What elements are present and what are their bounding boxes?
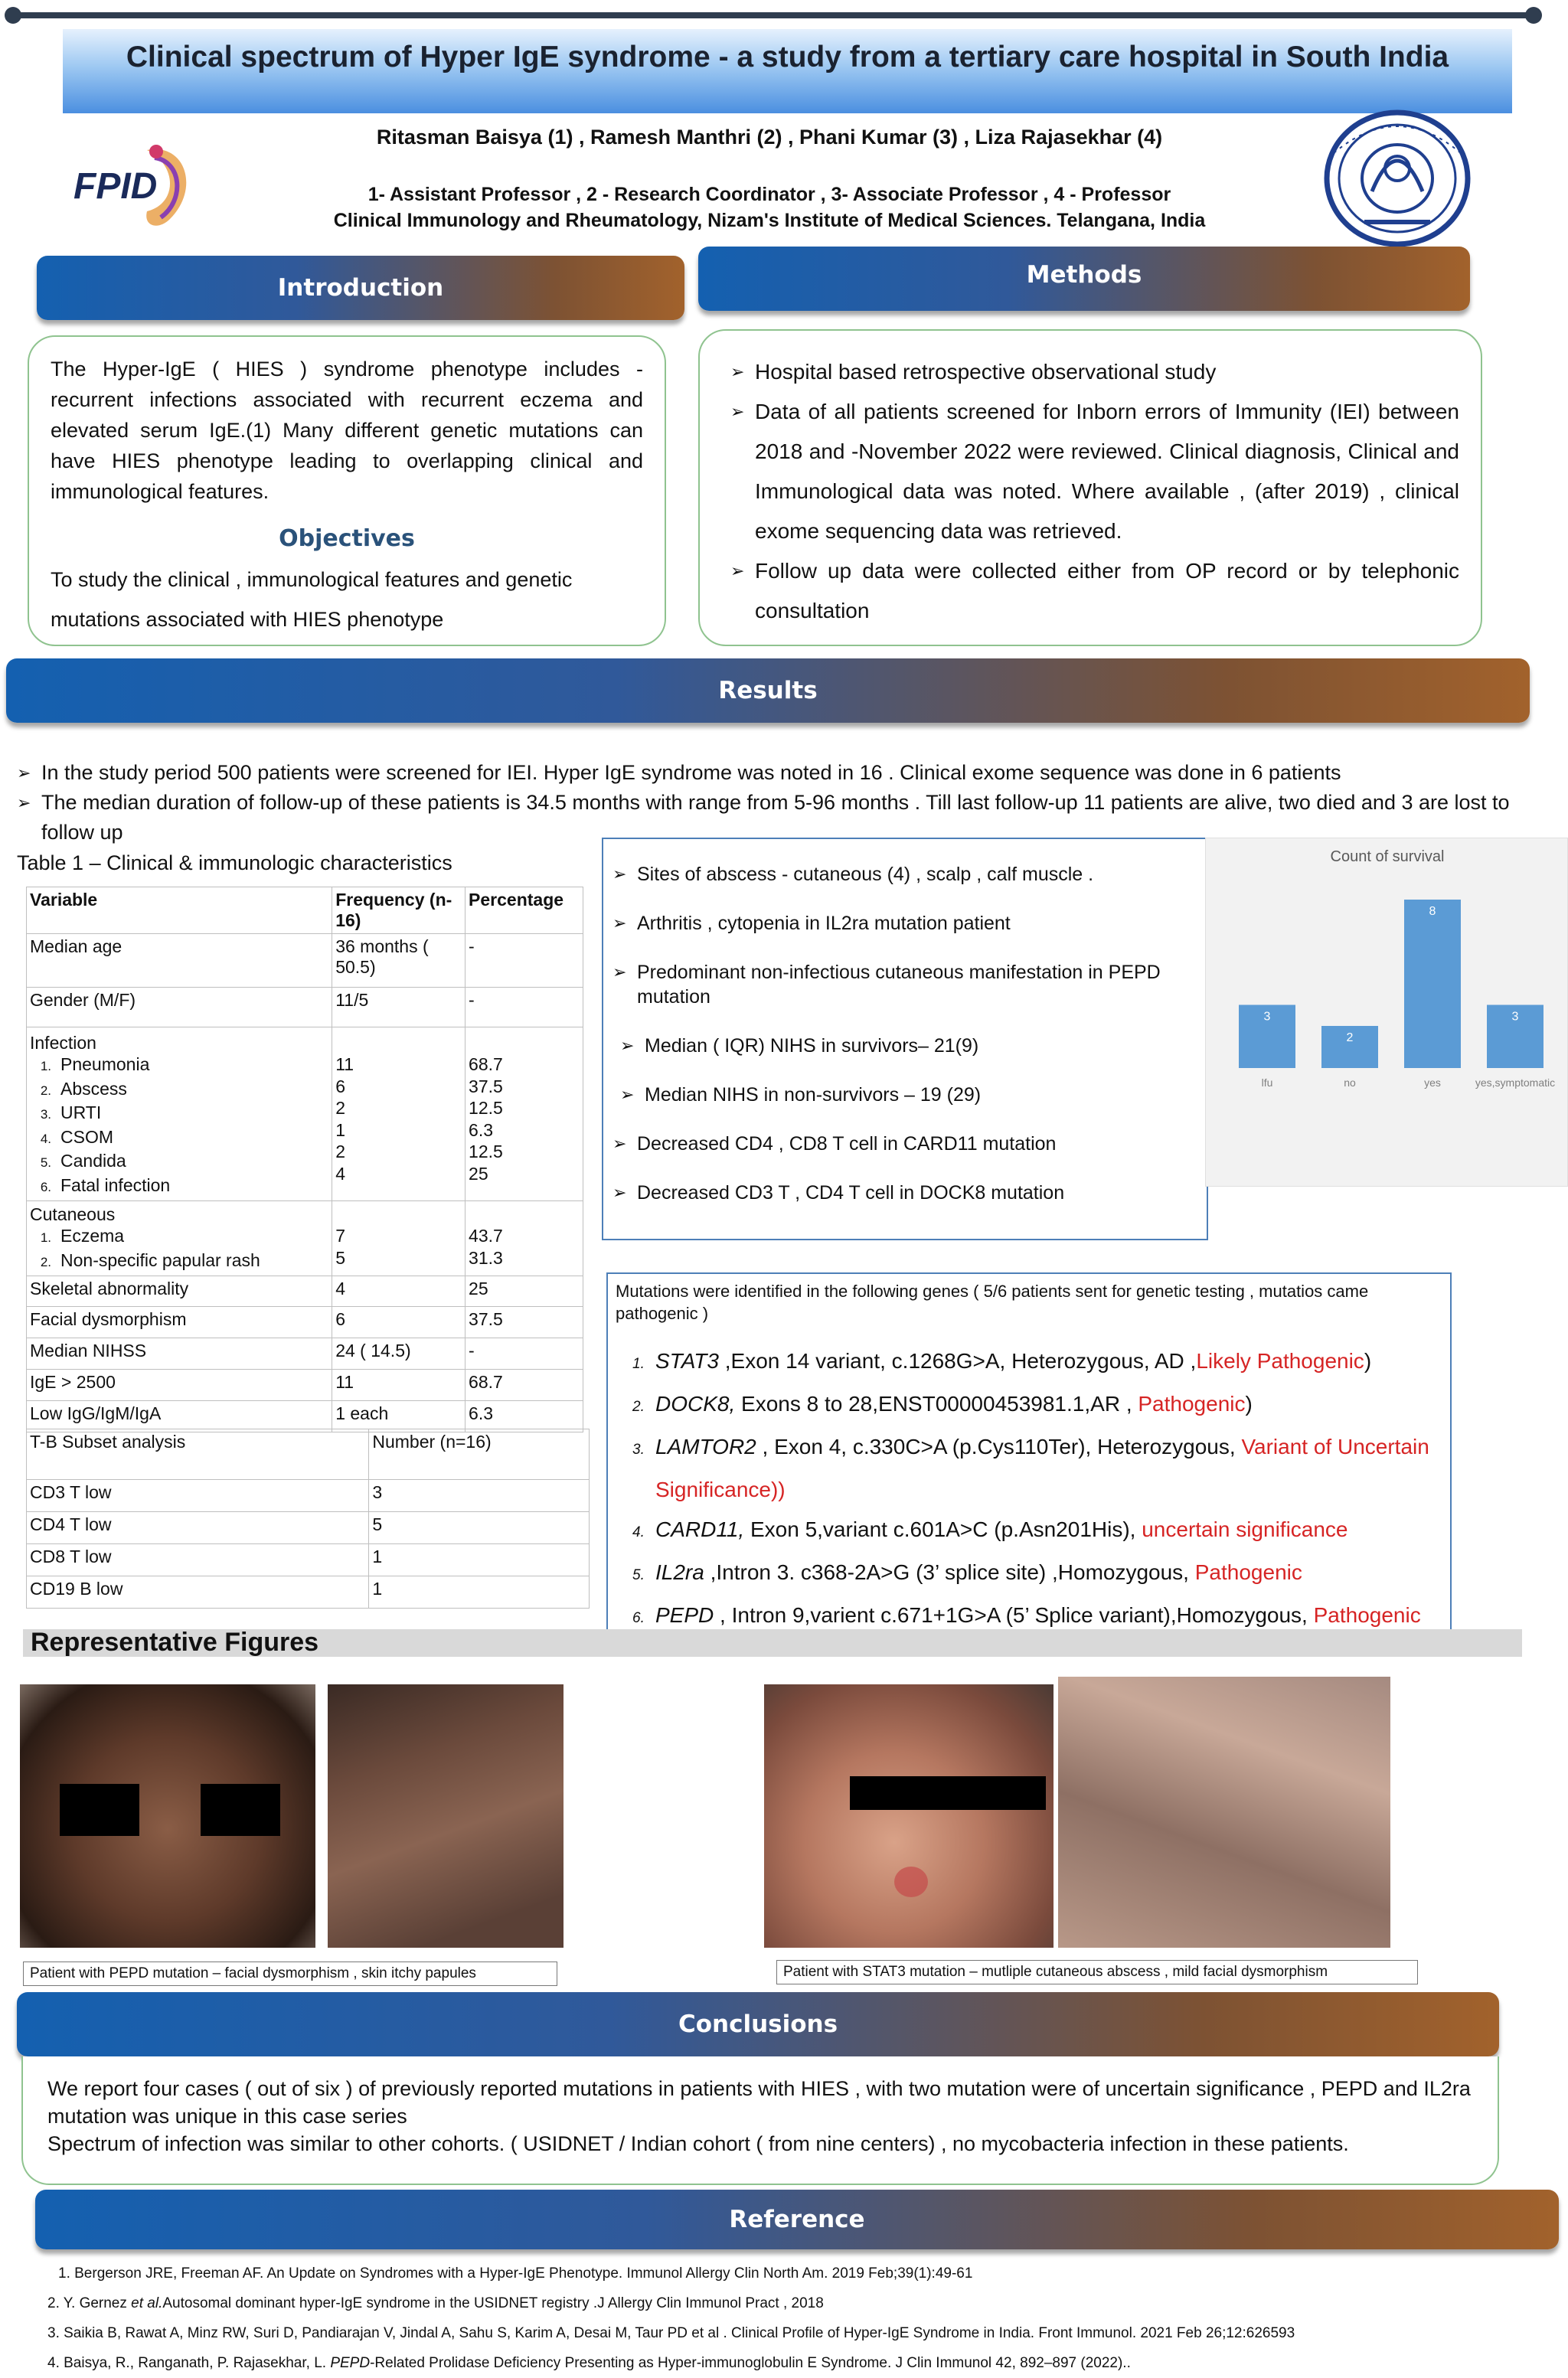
infection-item: URTI — [60, 1102, 102, 1122]
cell: 11/5 — [332, 988, 466, 1027]
chart-bar — [1404, 900, 1461, 1068]
chart-title: Count of survival — [1330, 848, 1445, 865]
infection-pct: 12.5 — [469, 1098, 503, 1118]
cell: IgE > 2500 — [27, 1370, 332, 1401]
chart-tick-label: yes,symptomatic — [1475, 1076, 1556, 1089]
infection-pct: 12.5 — [469, 1142, 503, 1161]
infection-item: CSOM — [60, 1126, 113, 1147]
reference-text: Y. Gernez — [63, 2295, 132, 2311]
cutaneous-pct: 31.3 — [469, 1247, 503, 1268]
finding: ➢ Median ( IQR) NIHS in survivors– 21(9) — [620, 1034, 1193, 1058]
caption-right: Patient with STAT3 mutation – mutliple cutaneous abscess , mild facial dysmorphism — [776, 1960, 1418, 1984]
cell: 25 — [466, 1276, 583, 1307]
introduction-box — [28, 335, 666, 646]
chart-data-label: 3 — [1263, 1010, 1271, 1024]
mutation-detail: , Intron 9,varient c.671+1G>A (5’ Splice variant),Homozygous, — [714, 1603, 1314, 1627]
methods-box — [698, 329, 1482, 646]
patient-photo-leg-abscess — [1058, 1677, 1390, 1948]
infection-freq: 6 — [335, 1076, 345, 1096]
cell: Median NIHSS — [27, 1338, 332, 1370]
mutation-significance: Pathogenic — [1138, 1392, 1246, 1416]
results-banner — [6, 658, 1530, 723]
conclusions-text-1: We report four cases ( out of six ) of previously reported mutations in patients with HIES , with two mutation were of uncertain significance , PEPD and IL2ra mutation was unique in this case series — [47, 2077, 1471, 2128]
finding: ➢ Predominant non-infectious cutaneous manifestation in PEPD mutation — [612, 960, 1193, 1009]
chart-tick-label: no — [1344, 1076, 1356, 1089]
cell: 1 — [369, 1544, 590, 1576]
affiliations — [253, 181, 1286, 234]
infection-freq: 2 — [335, 1098, 345, 1118]
table-row — [27, 988, 583, 1027]
cell: - — [466, 934, 583, 988]
mutation-item — [616, 1553, 1442, 1596]
cell: CD19 B low — [27, 1576, 369, 1609]
table-row — [27, 1338, 583, 1370]
col-percentage: Percentage — [466, 887, 583, 934]
reference-italic: et al. — [131, 2295, 163, 2311]
table-title: Table 1 – Clinical & immunologic characteristics — [17, 851, 452, 874]
mutation-tail: ) — [1364, 1349, 1372, 1373]
infection-item: Fatal infection — [60, 1174, 171, 1195]
mutation-significance: Pathogenic — [1194, 1560, 1302, 1584]
chart-tick-label: lfu — [1261, 1076, 1273, 1089]
methods-item: ➢ Hospital based retrospective observational study — [730, 352, 1459, 392]
cell: T-B Subset analysis — [27, 1429, 369, 1480]
cell: Skeletal abnormality — [27, 1276, 332, 1307]
mutation-item — [616, 1384, 1442, 1427]
mutation-list — [616, 1341, 1442, 1638]
results-heading: Results — [718, 677, 818, 704]
table-row — [27, 1307, 583, 1338]
mutation-item — [616, 1510, 1442, 1553]
cell: 11 — [332, 1370, 466, 1401]
cell: Low IgG/IgM/IgA — [27, 1401, 332, 1432]
results-bullet: ➢ In the study period 500 patients were screened for IEI. Hyper IgE syndrome was noted in 16 . Clinical exome sequence was done in 6 patients — [17, 758, 1540, 788]
objectives-heading: Objectives — [279, 525, 415, 552]
top-rule — [8, 12, 1539, 18]
affiliation-institution: Clinical Immunology and Rheumatology, Nizam's Institute of Medical Sciences. Telangana, India — [333, 210, 1206, 231]
cell: Median age — [27, 934, 332, 988]
mutations-box — [606, 1272, 1452, 1635]
tb-row — [27, 1576, 590, 1609]
mutation-detail: Exon 5,variant c.601A>C (p.Asn201His), — [744, 1517, 1142, 1541]
rule-dot-right — [1525, 7, 1542, 24]
cell: CD8 T low — [27, 1544, 369, 1576]
mutation-number: 6. — [632, 1610, 645, 1626]
reference-number: 1. — [58, 2265, 75, 2282]
methods-item: ➢ Data of all patients screened for Inborn errors of Immunity (IEI) between 2018 and -November 2022 were reviewed. Clinical diagnosis, Clinical and Immunological data was noted. Where available , (after 2019) , clinical exome sequencing data was retrieved. — [730, 392, 1459, 551]
introduction-text: The Hyper-IgE ( HIES ) syndrome phenotype includes - recurrent infections associated with recurrent eczema and elevated serum IgE.(1) Many different genetic mutations can have HIES phenotype leading to overlapping clinical and immunological features. — [51, 358, 643, 503]
cell: - — [466, 1338, 583, 1370]
cell: 68.7 — [466, 1370, 583, 1401]
mutation-detail: ,Exon 14 variant, c.1268G>A, Heterozygous, AD , — [718, 1349, 1197, 1373]
mutation-detail: , Exon 4, c.330C>A (p.Cys110Ter), Heterozygous, — [756, 1435, 1242, 1458]
conclusions-banner — [17, 1992, 1499, 2056]
methods-banner — [698, 247, 1470, 311]
mutation-number: 1. — [632, 1356, 645, 1372]
finding: ➢ Sites of abscess - cutaneous (4) , scalp , calf muscle . — [612, 862, 1193, 887]
objectives-text: To study the clinical , immunological features and genetic mutations associated with HIES phenotype — [51, 568, 573, 631]
patient-photo-child-face — [764, 1684, 1054, 1948]
gene-name: IL2ra — [655, 1560, 704, 1584]
cutaneous-item: Non-specific papular rash — [60, 1249, 260, 1270]
cell: 1 — [369, 1576, 590, 1609]
survival-chart — [1205, 838, 1568, 1187]
mutation-tail: ) — [1245, 1392, 1253, 1416]
reference-text-tail: -Related Prolidase Deficiency Presenting as Hyper-immunoglobulin E Syndrome. J Clin Immunol 42, 892–897 (2022).. — [370, 2355, 1131, 2371]
mutation-number: 4. — [632, 1524, 645, 1540]
mutation-item — [616, 1341, 1442, 1384]
finding: ➢ Arthritis , cytopenia in IL2ra mutation patient — [612, 911, 1193, 936]
cell — [466, 1027, 583, 1201]
mutation-number: 3. — [632, 1442, 645, 1458]
gene-name: PEPD — [655, 1603, 714, 1627]
cell: 4 — [332, 1276, 466, 1307]
cell: Infection 1. Pneumonia 2. Abscess 3. URTI 4. CSOM 5. Candida 6. Fatal infection — [27, 1027, 332, 1201]
caption-left: Patient with PEPD mutation – facial dysmorphism , skin itchy papules — [23, 1962, 557, 1986]
mutation-significance: Likely Pathogenic — [1196, 1349, 1364, 1373]
methods-item: ➢ Follow up data were collected either from OP record or by telephonic consultation — [730, 551, 1459, 631]
abscess-lesion — [894, 1867, 928, 1897]
cell: - — [466, 988, 583, 1027]
cell: Cutaneous 1. Eczema 2. Non-specific papular rash — [27, 1201, 332, 1276]
tb-header-row — [27, 1429, 590, 1480]
mutation-significance: Variant of Uncertain Significance)) — [655, 1435, 1429, 1501]
reference-item — [31, 2318, 1554, 2348]
reference-item — [31, 2348, 1554, 2378]
patient-photo-face — [20, 1684, 315, 1948]
cutaneous-freq: 7 — [335, 1226, 345, 1246]
cell: 24 ( 14.5) — [332, 1338, 466, 1370]
conclusions-text-2: Spectrum of infection was similar to other cohorts. ( USIDNET / Indian cohort ( from nine centers) , no mycobacteria infection in these patients. — [47, 2132, 1349, 2155]
chart-data-label: 2 — [1346, 1031, 1354, 1044]
poster-title: Clinical spectrum of Hyper IgE syndrome - a study from a tertiary care hospital in South India — [126, 41, 1449, 73]
table-row — [27, 1401, 583, 1432]
cell: 36 months ( 50.5) — [332, 934, 466, 988]
reference-list — [31, 2259, 1554, 2378]
results-bullets — [17, 758, 1540, 848]
cutaneous-item: Eczema — [60, 1226, 125, 1246]
fpid-logo — [70, 135, 201, 234]
conclusions-box — [21, 2056, 1499, 2185]
introduction-banner — [37, 256, 684, 320]
introduction-heading: Introduction — [277, 274, 444, 302]
infection-item: Pneumonia — [60, 1054, 150, 1074]
gene-name: DOCK8, — [655, 1392, 736, 1416]
figures-heading: Representative Figures — [31, 1628, 319, 1657]
cell: 3 — [369, 1480, 590, 1512]
reference-number: 2. — [47, 2295, 64, 2311]
conclusions-heading: Conclusions — [678, 2011, 838, 2038]
characteristics-table — [26, 887, 583, 1432]
chart-tick-label: yes — [1424, 1076, 1441, 1089]
col-frequency: Frequency (n-16) — [332, 887, 466, 934]
gene-name: STAT3 — [655, 1349, 719, 1373]
mutation-detail: Exons 8 to 28,ENST00000453981.1,AR , — [735, 1392, 1138, 1416]
reference-text: Baisya, R., Ranganath, P. Rajasekhar, L. — [64, 2355, 331, 2371]
cutaneous-pct: 43.7 — [469, 1226, 503, 1246]
gene-name: CARD11, — [655, 1517, 745, 1541]
group-label: Cutaneous — [30, 1204, 116, 1224]
cutaneous-freq: 5 — [335, 1247, 345, 1268]
authors: Ritasman Baisya (1) , Ramesh Manthri (2) , Phani Kumar (3) , Liza Rajasekhar (4) — [376, 126, 1163, 149]
eye-censor-bar — [850, 1776, 1046, 1810]
cell: Number (n=16) — [369, 1429, 590, 1480]
infection-freq: 4 — [335, 1163, 345, 1184]
reference-item — [31, 2259, 1554, 2288]
cell: 37.5 — [466, 1307, 583, 1338]
finding: ➢ Decreased CD4 , CD8 T cell in CARD11 mutation — [612, 1132, 1193, 1156]
methods-heading: Methods — [1026, 261, 1142, 289]
finding: ➢ Median NIHS in non-survivors – 19 (29) — [620, 1083, 1193, 1107]
rule-dot-left — [5, 7, 21, 24]
chart-data-label: 8 — [1429, 905, 1436, 918]
mutation-number: 2. — [632, 1399, 645, 1415]
infection-pct: 37.5 — [469, 1076, 503, 1096]
reference-banner — [35, 2190, 1559, 2249]
results-bullet: ➢ The median duration of follow-up of these patients is 34.5 months with range from 5-96 months . Till last follow-up 11 patients are alive, two died and 3 are lost to follow up — [17, 788, 1540, 848]
table-row — [27, 1276, 583, 1307]
nims-seal-logo — [1318, 107, 1476, 250]
mutation-significance: uncertain significance — [1142, 1517, 1348, 1541]
mutation-detail: ,Intron 3. c368-2A>G (3’ splice site) ,Homozygous, — [704, 1560, 1195, 1584]
col-variable: Variable — [27, 887, 332, 934]
cell — [466, 1201, 583, 1276]
table-row — [27, 1370, 583, 1401]
title-banner — [63, 29, 1512, 113]
infection-freq: 1 — [335, 1119, 345, 1140]
infection-item: Abscess — [60, 1078, 127, 1099]
finding: ➢ Decreased CD3 T , CD4 T cell in DOCK8 mutation — [612, 1181, 1193, 1205]
reference-heading: Reference — [729, 2206, 865, 2233]
fpid-logo-text: FPID — [74, 166, 158, 207]
infection-pct: 6.3 — [469, 1119, 494, 1140]
cell: CD3 T low — [27, 1480, 369, 1512]
affiliation-roles: 1- Assistant Professor , 2 - Research Coordinator , 3- Associate Professor , 4 - Professor — [368, 184, 1171, 205]
reference-italic: PEPD — [330, 2355, 371, 2371]
group-label: Infection — [30, 1033, 96, 1053]
mutations-intro: Mutations were identified in the following genes ( 5/6 patients sent for genetic testing , mutatios came pathogenic ) — [616, 1282, 1369, 1323]
tb-row — [27, 1512, 590, 1544]
chart-data-label: 3 — [1511, 1010, 1519, 1024]
reference-number: 3. — [47, 2325, 64, 2341]
cell: CD4 T low — [27, 1512, 369, 1544]
cell — [332, 1201, 466, 1276]
eye-censor-bar — [201, 1784, 280, 1836]
gene-name: LAMTOR2 — [655, 1435, 756, 1458]
infection-pct: 25 — [469, 1163, 488, 1184]
infection-freq: 11 — [335, 1054, 354, 1074]
figures-strip — [23, 1629, 1522, 1657]
table-row-infection — [27, 1027, 583, 1201]
tb-row — [27, 1480, 590, 1512]
table-header-row — [27, 887, 583, 934]
infection-item: Candida — [60, 1151, 126, 1171]
table-row-cutaneous — [27, 1201, 583, 1276]
mutation-item — [616, 1427, 1442, 1510]
reference-text-tail: Autosomal dominant hyper-IgE syndrome in the USIDNET registry .J Allergy Clin Immunol Pract , 2018 — [162, 2295, 824, 2311]
reference-number: 4. — [47, 2355, 64, 2371]
infection-pct: 68.7 — [469, 1054, 503, 1074]
findings-box — [602, 838, 1208, 1240]
eye-censor-bar — [60, 1784, 139, 1836]
table-row — [27, 934, 583, 988]
cell: Facial dysmorphism — [27, 1307, 332, 1338]
cell — [332, 1027, 466, 1201]
infection-freq: 2 — [335, 1142, 345, 1161]
cell: 5 — [369, 1512, 590, 1544]
cell: 1 each — [332, 1401, 466, 1432]
tb-subset-table — [26, 1429, 590, 1609]
reference-item — [31, 2288, 1554, 2318]
cell: 6.3 — [466, 1401, 583, 1432]
reference-text: Bergerson JRE, Freeman AF. An Update on Syndromes with a Hyper-IgE Phenotype. Immunol Allergy Clin North Am. 2019 Feb;39(1):49-61 — [74, 2265, 973, 2282]
cell: Gender (M/F) — [27, 988, 332, 1027]
mutation-significance: Pathogenic — [1313, 1603, 1421, 1627]
cell: 6 — [332, 1307, 466, 1338]
tb-row — [27, 1544, 590, 1576]
survival-chart-svg — [1206, 838, 1568, 1187]
patient-photo-leg-papules — [328, 1684, 564, 1948]
reference-text: Saikia B, Rawat A, Minz RW, Suri D, Pandiarajan V, Jindal A, Sahu S, Karim A, Desai M, Taur PD et al . Clinical Profile of Hyper-IgE Syndrome in India. Front Immunol. 2021 Feb 26;12:626593 — [64, 2325, 1295, 2341]
mutation-number: 5. — [632, 1567, 645, 1583]
